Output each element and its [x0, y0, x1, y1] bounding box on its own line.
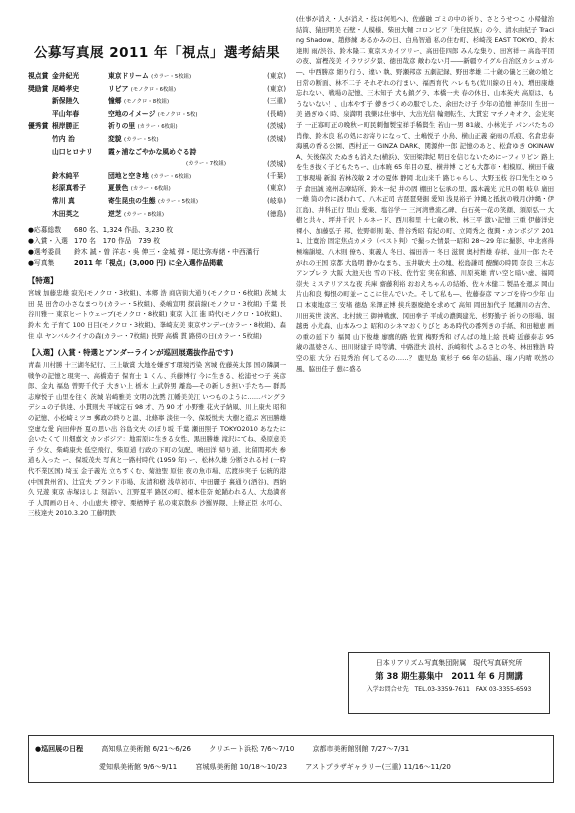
award-row — [28, 109, 286, 122]
stat-label: ●写真集 — [28, 259, 55, 268]
entries-text-right: (仕事が消え・人が消え・技は何処へ)、佐藤融 ゴミの中の祈り、さとうせつこ 小帰健治結筒、猿田明美 石壁・人模様、柴田大輔 コロンビア「先住民族」の今、清水由紀子 Tracing Shadow、趙修練 あるかみの日、白鳥智通 私の住む町、杉崎茂 EAST TOKYO、鈴木達則 雨/渋谷、鈴木隆二 東京スカイツリー、高田佳四郎 みんな集り、田宮祥一 高島平団の夜、富樫茂美 イラワジ夕景、徳田哉彦 敵わない月――新疆ウイグル自治区カシュガル―、中西勝彦 細り行う、違い 執、野瀬邦彦 五劇記録、野田孝雄 二十歳の儀と三歳の娘と日常の断面、林不二子 それぞれの行まい、福西育代 ハレもち(荒川線の日々)、増田康雄 忘れない、戦場の記憶、三木知子 犬も鎮グラ、本橋一夫 春の休日、山本英夫 高原は、もうないない！、山本やす子 儚きづくめの服でした、余田たけ子 少年の追憶 神奈川 生田一美 過ぎゆく時、泉満明 我樂は仕事中、大出光信 輪廻転生、大貫宏 マチノキオク、金光実子 一正寡町正の晩秋ー町民刺伽製宝祥手稀賢生 若山一男 81歳、小林光子 パンパたちの肖像、鈴木良 私の処にお寄りになって、土嶋悦子 小鳥、横山正義 豪雨の爪痕、名倉忠泰 海風の香る公園、西村正一 GINZA DARK、関源仲一郎 記憶のあと、松倉ゆき OKINAWA、矢後保次 たぬきも消えた(横浜)、安田梁津紀 明日を信じないためにーフィリピン 路上を生き抜く子どもたちー、山本暁 65 年目の夏、横井博 こども大都市・相模原、横田千蔵 工事現場 新潟 若林茂敏 2 才の夏体 静岡 北山来千 路じゃらし、大野玉枝 谷口先生とゆう子 倉田誠 遠州志摩結所、鈴木一紀 井の固 棚田と伝承の里、露木義光 元旦の朝 岐阜 廣田一雄 筒の舎に誘われて、八木正司 古琵琶発掘 愛知 浅見裕子 沖縄と抵抗の戦月(沖縄・伊江島)、井科正行 里山 愛楽、塩谷学一 三河湾豊流乙碑、白石英一花の笑顔、須原弘一 大樹と共々、坪井千沢 トルネード、西川和里 十七歳の秋、林三平 激い記憶 三重 伊藤洋史 裸小、加藤弘子 邦、佐野彰則 恥、普谷秀昭 有紀の町、立岡秀之 復興・カンボジア 2011、辻寛治 固定焦点カメラ（ベスト判）で撮った情景一昭和 28～29 年に撮影、中北喜得 極端韻境、八木則 僚ち、東義人 冬日、福田善一 冬日 滋賀 奥村哲雄 春祥、並川一郎 たそがれの王国 京都 大島明 静かなまち、玉井敏夫 土の塊、松島謙司 醍醐の時間 奈良 三木志 アンプレラ 大阪 大池天也 雪の下枝、佐竹宏 実在和感、川原英雄 青い空と暗い虚、福岡崇夫 ミステリアスな夜 兵庫 齋藤利裕 おおえちゃんの結婚、佐々木健二 製品を運ぶ 岡山 片山和良 悔恨の町並ーここに住んでいた。そして私も―、佐藤泰彦 マンゴを待つ少年 山口 本東地彦三 安堵 徳島 米澤正博 挟兵器廃絶を求めて 高知 岡田加代子 尾瀬川の古舎、川田英世 淡宮、北村綾三 御神戦旗、冈田拳子 平成の濃興建光、杉野勤子 祈りの形場、堀越勇 小尤森、山本みつよ 昭和のシネマおくりびと ああ時代の番列きの手紙、和田穂恵 画の重の延下り 福岡 山下俊雄 廖鷹的路 佐賀 梅野秀和 げんばの地上絵 長崎 近藤泰志 95 歳の温婆さん、田川財建子 時等溝、中路澄夫 浪村、浜崎和代 ふるさとの冬、林田雅浩 時空の旅 大分 石見秀治 何してるの……？ 鹿児島 東杉子 66 年の結晶、瑞ノ内晴 咲然の風、脇田佳子 憩に盛る — [296, 15, 554, 373]
award-category — [28, 196, 52, 209]
stat-row — [28, 236, 286, 247]
award-row — [28, 171, 286, 184]
award-detail: (カラー・6枚組) — [130, 186, 171, 193]
award-row — [28, 96, 286, 109]
award-work — [108, 196, 256, 209]
award-work-title: 逆芝 — [108, 209, 122, 218]
award-detail: (カラー・5枚組) — [151, 74, 192, 80]
award-row — [28, 147, 286, 160]
research-line-2: 第 38 期生募集中 2011 年 6 月開講 — [375, 671, 523, 681]
award-row — [28, 183, 286, 196]
award-name: 根岸勝正 — [52, 122, 80, 131]
award-work — [108, 147, 256, 160]
award-work — [108, 134, 256, 147]
award-work-title: リビア — [108, 84, 129, 93]
award-category — [28, 134, 52, 147]
stat-label: ●選考委員 — [28, 248, 62, 257]
award-pref: (千葉) — [267, 171, 286, 180]
award-pref: (茨城) — [267, 160, 286, 169]
award-work-title: 寄生昆虫の生態 — [108, 196, 156, 205]
award-pref: (東京) — [267, 84, 286, 93]
award-work — [108, 109, 256, 122]
stat-row — [28, 225, 286, 236]
award-pref: (岐阜) — [267, 196, 286, 205]
page-title: 公募写真展 2011 年「視点」選考結果 — [34, 45, 280, 61]
stat-value: 鈴木 誠・曽 洋志・吳 伸三・金城 弾・尾辻弥寿緒・中西滿行 — [74, 248, 260, 257]
award-work — [108, 71, 256, 84]
award-work-title: 霞ヶ浦なごやかな風めぐる詩 — [108, 147, 197, 156]
award-detail: (カラー・5枚組) — [157, 198, 198, 205]
stat-row — [28, 258, 286, 269]
award-name: 木田英之 — [52, 209, 80, 218]
award-work — [108, 121, 256, 134]
award-category: 優秀賞 — [28, 122, 49, 131]
award-pref: (長崎) — [267, 109, 286, 118]
award-detail: (カラー・5枚) — [123, 136, 159, 143]
tour-venue: 宮城県美術館 10/18～10/23 — [195, 763, 288, 771]
award-work-title: 夏景色 — [108, 184, 129, 193]
tour-venue: アストプラザギャラリー(三重) 11/16～11/20 — [305, 763, 451, 771]
award-detail: (カラー・6枚組) — [151, 173, 192, 180]
tour-venue: 京都市美術館別館 7/27～7/31 — [312, 745, 410, 753]
tour-venue: 高知県立美術館 6/21～6/26 — [101, 745, 192, 753]
stat-row — [28, 247, 286, 258]
award-pref: (徳島) — [267, 209, 286, 218]
stat-label: ●入賞・入選 — [28, 237, 68, 246]
award-row — [28, 71, 286, 84]
research-institute-box — [348, 652, 550, 714]
entries-text-left: 青森 川村勝 十三湖冬紀行、三上敏賞 大地を嫌ぎす環境汚染 宮城 佐藤英太郎 国の隣調一戦争の記憶と現実一、高橋造子 保育士 1 くん、兵藤博行 今に生きる、松浦せつ子 英彦郎、金丸 福島 曽野千代子 大きい上 栃木 上武幹男 離島―その新しき担い手たち― 群馬 志摩悦子 山里を往く 茨城 岩崎雅美 文明の沈黙 江幡美美江 いつものように……バングラデシュの子供達、小貫則夫 平城定石 98 才、乃 90 才 小野雅 花火子納凧、川上康夫 昭和の記憶、小松崎ミツヨ 郵政の終りと温、北條寧 淡住一今、保坂悦夫 大樹と遊ぶ 宮田勝雄 空虚な愛 向田伸吾 夏の思い出 谷島文夫 のぼり坂 千葉 瀬田照子 TOKYO2010 あなたに会いたくて 川畑嘉文 カンボジア：地雷原に生きる女性、黒田勝雄 滝沢にてね、桑原意美子 少女、柴崎康夫 低空飛行、柴原道 行政の下町の気配、鳴田洋 帰り道、比留間邦夫 参道も入った ー、保坂茂夫 写真と一路村時代 (1959 年) ー、松林久雄 分断される村 (一時代不業区国) 埼玉 金子義光 立ちすくむ、菊池聖 原住 夜の魚市場、広渡歩実子 伝統的港(中国貴州省)、辻宜夫 ブランド市場、友清和樹 浅草初市、中田麗子 裏通り(酒谷)、西納久 兄遊 東京 赤塚ほしよ 刻話い、江野夏平 路区の町、榎本佳奈 蛇踊われる人、大島満喜子 人間画の日々、小山恵夫 標守、栗栖博子 私の東京散歩 沙羅界隈、上條正臣 水可心、三枝達夫 2010.3.20 工藤明鉄 — [28, 361, 286, 518]
award-row — [28, 209, 286, 222]
award-category: 奨励賞 — [28, 84, 49, 93]
tour-venue: 愛知県美術館 9/6～9/11 — [99, 763, 178, 771]
stat-label: ●応募総数 — [28, 226, 62, 235]
award-name: 杉原真希子 — [52, 184, 86, 193]
award-work — [108, 209, 256, 222]
tour-venue: クリエート浜松 7/6～7/10 — [209, 745, 295, 753]
award-name: 常川 真 — [52, 196, 75, 205]
award-pref: (東京) — [267, 72, 286, 80]
award-detail: (カラー・8枚組) — [123, 211, 164, 218]
award-detail: (カラー・7枚組) — [186, 161, 226, 168]
award-row — [28, 159, 286, 171]
award-pref: (茨城) — [267, 122, 286, 131]
award-pref: (三重) — [267, 97, 286, 106]
award-name: 鈴木純平 — [52, 171, 80, 180]
award-work — [108, 84, 256, 97]
award-pref: (東京) — [267, 184, 286, 193]
left-column — [28, 33, 286, 733]
stat-value: 2011 年「視点」(3,000 円) に全入選作品掲載 — [74, 259, 223, 268]
award-work-title: 祈りの里 — [108, 122, 136, 131]
award-category: 視点賞 — [28, 72, 49, 80]
award-name: 平山年春 — [52, 109, 80, 118]
award-work — [108, 96, 256, 109]
award-detail: (カラー・6枚組) — [137, 124, 178, 131]
award-work-title: 団地と空き地 — [108, 171, 149, 180]
award-work — [108, 171, 256, 184]
award-detail: (モノクロ・5枚) — [157, 111, 198, 118]
special-heading: 【特選】 — [28, 276, 58, 286]
award-work-title: 東京ドリーム — [108, 72, 149, 80]
award-work-title: 空地のイメージ — [108, 109, 156, 118]
award-pref — [256, 147, 286, 160]
award-category — [28, 109, 52, 122]
award-pref: (茨城) — [267, 134, 286, 143]
award-detail: (モノクロ・6枚組) — [130, 86, 176, 93]
award-name: 金井紀光 — [52, 72, 80, 80]
award-row — [28, 134, 286, 147]
award-row — [28, 121, 286, 134]
research-line-1: 日本リアリズム写真集団附属 現代写真研究所 — [375, 659, 523, 667]
award-work-title: 憧郷 — [108, 97, 122, 106]
award-name: 尾崎孝史 — [52, 84, 80, 93]
award-category — [28, 147, 52, 160]
stat-value: 680 名、1,324 作品、3,230 枚 — [74, 226, 174, 235]
awards-list — [28, 71, 286, 221]
stats-list — [28, 225, 286, 269]
research-line-3: 入学お問合せ先 TEL.03-3359-7611 FAX 03-3355-6593 — [366, 686, 532, 693]
award-row — [28, 196, 286, 209]
award-category — [28, 96, 52, 109]
stat-value: 170 名 170 作品 739 枚 — [74, 237, 161, 246]
award-work-title: 変貌 — [108, 134, 122, 143]
award-category — [28, 183, 52, 196]
award-name: 新保陸久 — [52, 97, 80, 106]
special-text: 宮城 加藤忠雄 寂光(モノクロ・3枚組)、本郷 浩 商店街大通り(モノクロ・6枚組) 茨城 太田 晃 田舎の小さなまつり(カラー・5枚組)、桑嶋宣明 探前線(モノクロ・3枚組) 千葉 長谷川雅一 東京ヒートウェーブ(モノクロ・8枚組) 東京 入江 進 時代(モノクロ・10枚組)、鈴木 允 子育て 100 日目(モノクロ・3枚組)、峯崎友美 東京サンデー(カラー・8枚組)、森住 卓 ヤンバルクイナの森(カラー・7枚組) 長野 高橋 貫 路傍の日(カラー・5枚組) — [28, 289, 286, 340]
tour-label: ●巡回展の日程 — [35, 745, 84, 753]
award-row — [28, 84, 286, 97]
award-work — [108, 183, 256, 196]
entries-heading: 【入選】(入賞・特選とアンダーラインが巡回展選抜作品です) — [28, 348, 234, 358]
award-category — [28, 209, 52, 222]
tour-schedule — [28, 735, 554, 783]
award-name: 山口ヒロナリ — [52, 147, 93, 156]
award-name: 竹内 治 — [52, 134, 75, 143]
right-column — [296, 14, 554, 592]
award-detail: (モノクロ・8枚組) — [123, 99, 170, 106]
award-category — [28, 171, 52, 184]
